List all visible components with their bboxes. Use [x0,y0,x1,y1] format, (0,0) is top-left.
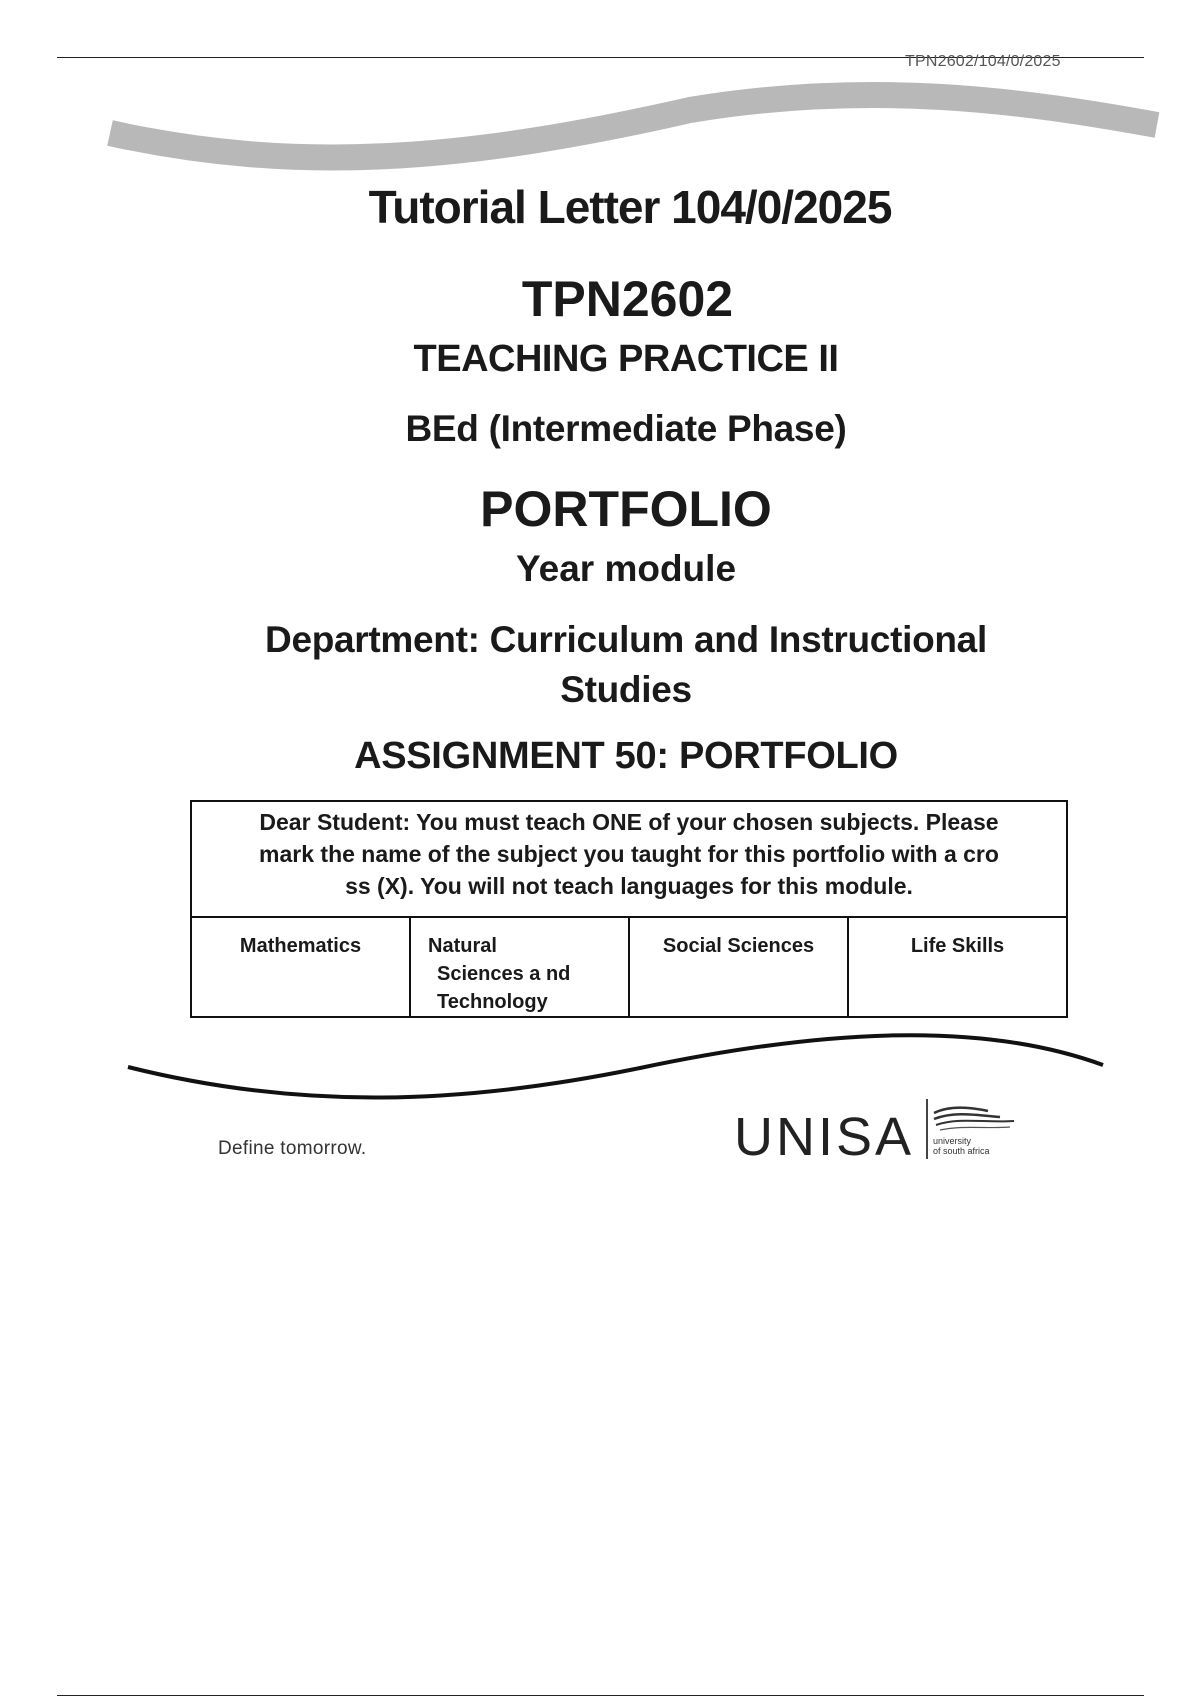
logo-sub-line-2: of south africa [933,1146,990,1156]
tutorial-letter-title: Tutorial Letter 104/0/2025 [368,181,892,233]
subject-label-line-3: Technology [437,991,548,1013]
subject-label: Mathematics [239,935,362,957]
unisa-logo-emblem-icon [930,1103,1020,1137]
department-line-1: Department: Curriculum and Instructional [265,619,987,660]
logo-sub-line-1: university [933,1136,972,1146]
unisa-logo-wordmark: UNISA [734,1107,915,1167]
student-notice-line-2: mark the name of the subject you taught for this portfolio with a cro [259,841,999,867]
department-line-2: Studies [560,669,692,710]
module-duration: Year module [515,548,737,589]
student-notice-line-1: Dear Student: You must teach ONE of your chosen subjects. Please [259,809,999,835]
programme-name: BEd (Intermediate Phase) [405,408,847,449]
bottom-rule [57,1695,1144,1696]
subject-label: Social Sciences [662,935,815,957]
subject-label: Life Skills [910,935,1005,957]
document-code: TPN2602/104/0/2025 [905,53,1061,70]
unisa-logo-subtitle [933,1136,990,1156]
subject-label-line-2: Sciences a nd [437,963,571,985]
unisa-tagline: Define tomorrow. [218,1138,367,1159]
student-notice-line-3: ss (X). You will not teach languages for this module. [345,873,913,899]
module-code: TPN2602 [521,271,734,327]
module-name: TEACHING PRACTICE II [413,338,839,380]
assignment-heading: ASSIGNMENT 50: PORTFOLIO [354,735,898,777]
logo-divider [926,1099,928,1159]
subject-label-line-1: Natural [428,935,497,957]
portfolio-heading: PORTFOLIO [480,481,772,537]
